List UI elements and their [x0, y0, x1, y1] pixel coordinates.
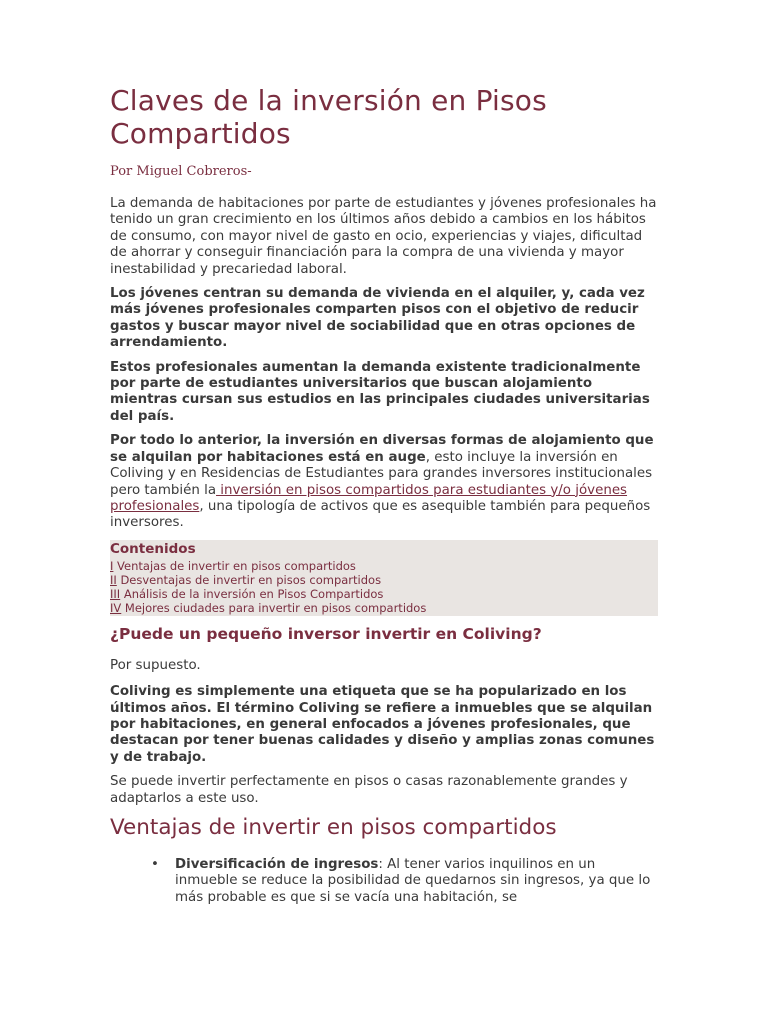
toc-item-number: I	[110, 558, 114, 573]
coliving-paragraph: Se puede invertir perfectamente en pisos o casas razonablemente grandes y adaptarlos a este uso.	[110, 774, 628, 806]
mixed-paragraph-text-2: , una tipología de activos que es asequible también para pequeños inversores.	[110, 498, 651, 531]
mixed-paragraph	[110, 433, 658, 531]
page-title: Claves de la inversión en Pisos Compartidos	[110, 84, 547, 150]
intro-paragraph: La demanda de habitaciones por parte de estudiantes y jóvenes profesionales ha tenido un gran crecimiento en los últimos años debido a cambios en los hábitos de consumo, con mayor nivel de gasto en ocio, experiencias y viajes, dificultad de ahorrar y conseguir financiación para la compra de una vivienda y mayor inestabilidad y precariedad laboral.	[110, 196, 657, 277]
list-item-bold: Diversificación de ingresos	[175, 856, 379, 872]
toc-item-number: IV	[110, 600, 122, 615]
list-item-text: : Al tener varios inquilinos en un inmueble se reduce la posibilidad de quedarnos sin ingresos, ya que lo más probable es que si se vacía una habitación, se	[175, 856, 651, 905]
toc-item-label: Ventajas de invertir en pisos compartidos	[113, 558, 356, 573]
author-byline: Por Miguel Cobreros-	[110, 164, 252, 179]
toc-title: Contenidos	[110, 540, 196, 557]
question-heading: ¿Puede un pequeño inversor invertir en Coliving?	[110, 624, 542, 643]
toc-item-ciudades[interactable]	[110, 601, 658, 615]
bold-paragraph-1: Los jóvenes centran su demanda de vivienda en el alquiler, y, cada vez más jóvenes profesionales comparten pisos con el objetivo de reducir gastos y buscar mayor nivel de sociabilidad que en otras opciones de arrendamiento.	[110, 286, 645, 351]
mixed-paragraph-text-1: , esto incluye la inversión en Coliving y en Residencias de Estudiantes para grandes inversores institucionales pero también la	[110, 449, 653, 498]
bold-paragraph-2: Estos profesionales aumentan la demanda existente tradicionalmente por parte de estudiantes universitarios que buscan alojamiento mientras cursan sus estudios en las principales ciudades universitarias del país.	[110, 359, 650, 424]
list-item	[151, 856, 658, 906]
toc-item-label: Desventajas de invertir en pisos compartidos	[116, 572, 382, 587]
bullet-icon: •	[151, 856, 159, 872]
toc-item-desventajas[interactable]	[110, 573, 658, 587]
section-heading: Ventajas de invertir en pisos compartidos	[110, 814, 557, 840]
toc-item-analisis[interactable]	[110, 587, 658, 601]
coliving-definition: Coliving es simplemente una etiqueta que se ha popularizado en los últimos años. El término Coliving se refiere a inmuebles que se alquilan por habitaciones, en general enfocados a jóvenes profesionales, que destacan por tener buenas calidades y diseño y amplias zonas comunes y de trabajo.	[110, 684, 655, 765]
mixed-paragraph-bold: Por todo lo anterior, la inversión en diversas formas de alojamiento que se alquilan por habitaciones está en auge	[110, 433, 654, 465]
toc-item-ventajas[interactable]	[110, 559, 658, 573]
short-answer: Por supuesto.	[110, 657, 201, 673]
toc-item-label: Mejores ciudades para invertir en pisos compartidos	[121, 600, 427, 615]
toc-item-number: III	[110, 586, 121, 601]
document-page	[110, 84, 658, 906]
shared-flats-link[interactable]: inversión en pisos compartidos para estudiantes y/o jóvenes profesionales	[110, 482, 628, 514]
table-of-contents	[110, 540, 658, 616]
toc-item-label: Análisis de la inversión en Pisos Compartidos	[120, 586, 384, 601]
toc-item-number: II	[110, 572, 117, 587]
advantages-list	[110, 857, 658, 906]
